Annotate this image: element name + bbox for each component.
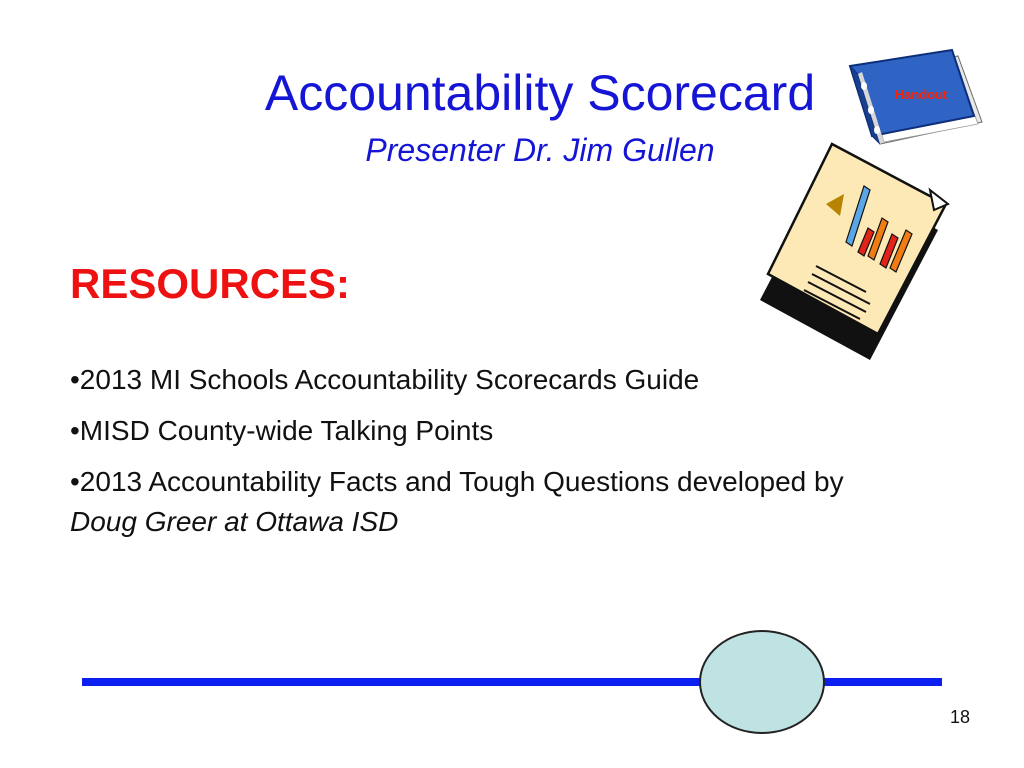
list-item: •2013 Accountability Facts and Tough Questions developed by Doug Greer at Ottawa ISD: [70, 466, 844, 537]
handout-label: Handout: [894, 87, 948, 102]
report-document-icon: [752, 132, 960, 366]
footer-circle: [699, 630, 825, 734]
slide-subtitle: Presenter Dr. Jim Gullen: [365, 132, 715, 168]
resources-heading: RESOURCES:: [70, 260, 351, 307]
slide-title: Accountability Scorecard: [264, 65, 816, 121]
author-credit: Doug Greer at Ottawa ISD: [70, 506, 399, 537]
page-number: 18: [949, 707, 970, 727]
list-item: •2013 MI Schools Accountability Scorecards Guide: [70, 364, 700, 395]
list-item: •MISD County-wide Talking Points: [70, 415, 494, 446]
resources-list: [70, 360, 850, 553]
